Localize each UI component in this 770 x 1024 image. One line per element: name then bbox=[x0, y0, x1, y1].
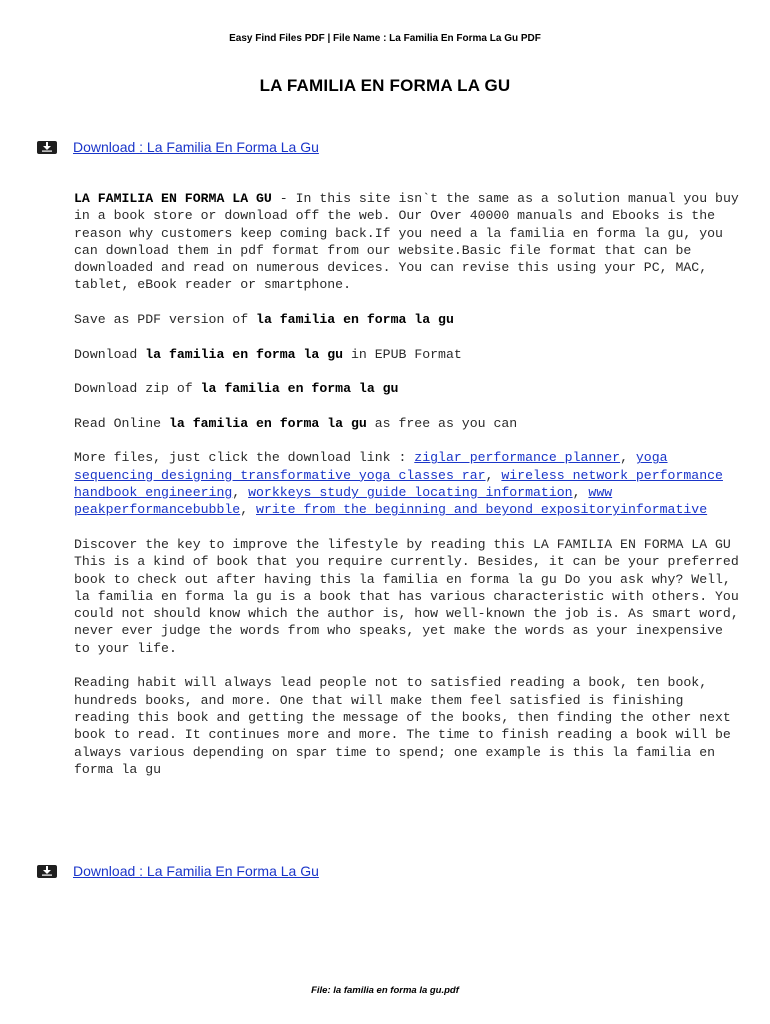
body-content bbox=[74, 190, 739, 795]
link-separator: , bbox=[240, 502, 257, 518]
download-link-top[interactable]: Download : La Familia En Forma La Gu bbox=[73, 139, 319, 155]
page-header: Easy Find Files PDF | File Name : La Familia En Forma La Gu PDF bbox=[229, 33, 541, 44]
link-separator: , bbox=[620, 450, 636, 466]
read-online-suffix: as free as you can bbox=[366, 415, 518, 431]
download-row-bottom[interactable] bbox=[37, 862, 319, 880]
zip-bold: la familia en forma la gu bbox=[200, 381, 399, 397]
related-link[interactable]: www peakperformancebubble bbox=[74, 485, 613, 518]
link-separator: , bbox=[485, 467, 502, 483]
read-online-prefix: Read Online bbox=[74, 415, 169, 431]
link-separator: , bbox=[572, 485, 589, 501]
more-files-line bbox=[74, 449, 739, 518]
page-footer: File: la familia en forma la gu.pdf bbox=[311, 985, 459, 996]
save-pdf-line bbox=[74, 311, 739, 328]
save-pdf-prefix: Save as PDF version of bbox=[74, 312, 257, 328]
read-online-bold: la familia en forma la gu bbox=[168, 415, 367, 431]
epub-bold: la familia en forma la gu bbox=[145, 346, 344, 362]
epub-suffix: in EPUB Format bbox=[343, 346, 462, 362]
intro-paragraph bbox=[74, 190, 739, 294]
related-link[interactable]: ziglar performance planner bbox=[414, 450, 621, 466]
intro-bold-title: LA FAMILIA EN FORMA LA GU bbox=[74, 191, 272, 206]
description-paragraph: Discover the key to improve the lifestyle by reading this LA FAMILIA EN FORMA LA GU This is a kind of book that you require currently. Besides, it can be your preferred book to check out after having this la familia en forma la gu Do you ask why? Well, la familia en forma la gu is a book that has various characteristic with others. You could not should know which the author is, how well-known the job is. As smart word, never ever judge the words from who speaks, yet make the words as your inexpensive to your life. bbox=[74, 536, 739, 656]
page-title: LA FAMILIA EN FORMA LA GU bbox=[259, 76, 511, 95]
save-pdf-bold: la familia en forma la gu bbox=[256, 312, 454, 328]
more-files-prefix: More files, just click the download link : bbox=[74, 450, 415, 466]
epub-prefix: Download bbox=[74, 346, 146, 362]
zip-prefix: Download zip of bbox=[74, 381, 201, 397]
link-separator: , bbox=[232, 485, 249, 501]
download-row-top[interactable] bbox=[37, 138, 319, 156]
download-link-bottom[interactable]: Download : La Familia En Forma La Gu bbox=[73, 863, 319, 879]
epub-line bbox=[74, 346, 739, 363]
intro-text: - In this site isn`t the same as a solution manual you buy in a book store or download off the web. Our Over 40000 manuals and Ebooks is the reason why customers keep coming back.If you need a la familia en forma la gu, you can download them in pdf format from our website.Basic file format that can be downloaded and read on numerous devices. You can revise this using your PC, MAC, tablet, eBook reader or smartphone. bbox=[74, 191, 739, 293]
reading-habit-paragraph: Reading habit will always lead people not to satisfied reading a book, ten book, hundreds books, and more. One that will make them feel satisfied is finishing reading this book and getting the message of the books, then finding the other next book to read. It continues more and more. The time to finish reading a book will be always various depending on spar time to spend; one example is this la familia en forma la gu bbox=[74, 675, 731, 777]
zip-line bbox=[74, 380, 739, 397]
related-link[interactable]: workkeys study guide locating information bbox=[248, 485, 573, 501]
download-icon[interactable] bbox=[37, 141, 57, 154]
related-link[interactable]: yoga sequencing designing transformative yoga classes rar bbox=[74, 450, 668, 483]
related-link[interactable]: wireless network performance handbook engineering bbox=[74, 467, 723, 501]
read-online-line bbox=[74, 415, 739, 432]
related-link[interactable]: write from the beginning and beyond expositoryinformative bbox=[256, 502, 708, 518]
download-icon[interactable] bbox=[37, 865, 57, 878]
